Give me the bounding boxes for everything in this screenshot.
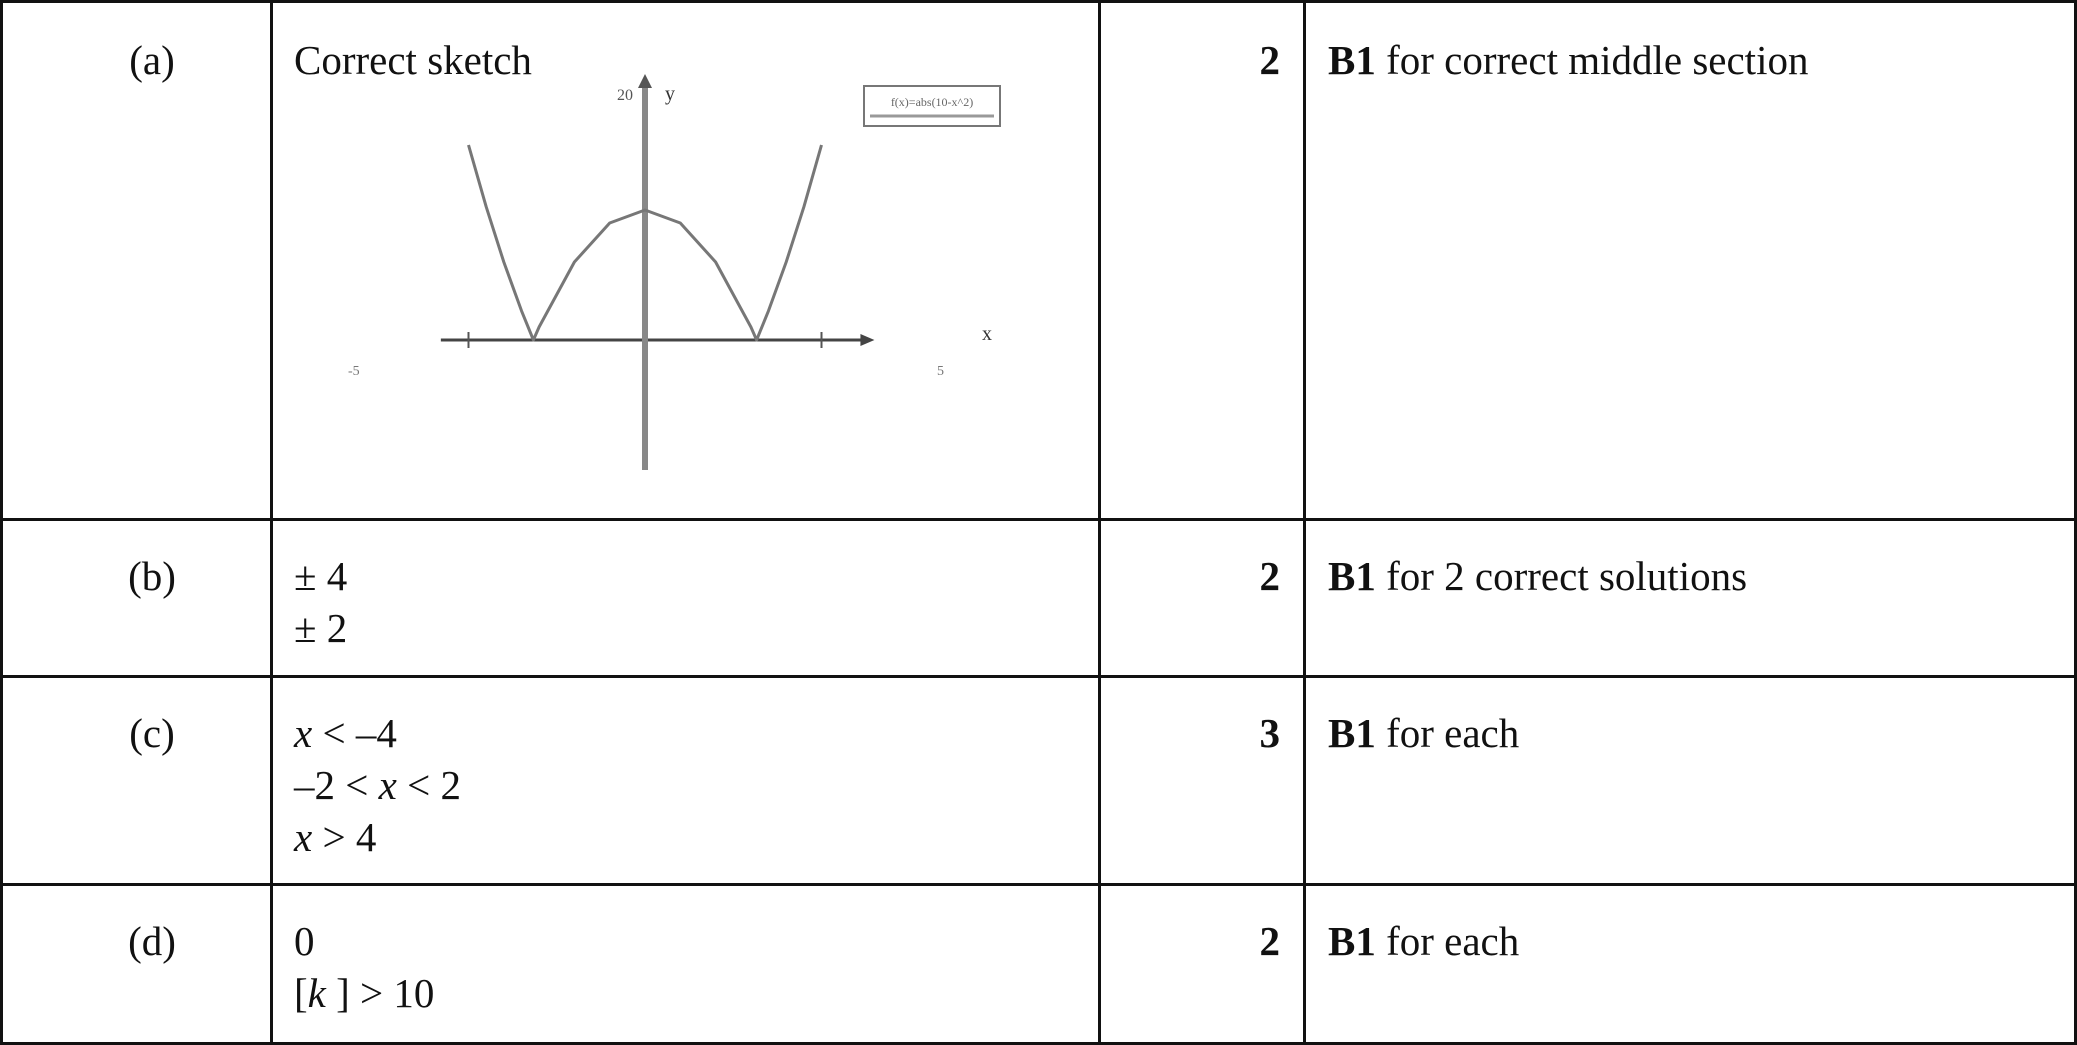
x-axis-arrow xyxy=(860,334,874,346)
legend-box xyxy=(864,86,1000,126)
table-border xyxy=(270,0,273,1045)
answer-part: < –4 xyxy=(312,710,397,756)
table-border xyxy=(0,675,2077,678)
guidance-text: for each xyxy=(1375,710,1520,756)
answer-text: Correct sketch xyxy=(294,37,532,83)
answer-line xyxy=(294,967,434,1019)
answer-line xyxy=(294,915,434,967)
guidance-text: for correct middle section xyxy=(1375,37,1809,83)
legend-label: f(x)=abs(10-x^2) xyxy=(890,95,974,109)
answer-part: –2 < xyxy=(294,762,379,808)
marks-value: 2 xyxy=(1259,918,1280,964)
answer-line xyxy=(294,811,461,863)
marks-value: 3 xyxy=(1259,710,1280,756)
answer-variable: x xyxy=(378,762,397,808)
marks-value: 2 xyxy=(1259,553,1280,599)
guidance-code: B1 xyxy=(1328,918,1376,964)
answer-line: ± 4 xyxy=(294,553,348,599)
part-label: (c) xyxy=(129,710,175,756)
answer-part: 0 xyxy=(294,918,315,964)
answer-lines xyxy=(294,550,347,654)
guidance-code: B1 xyxy=(1328,553,1376,599)
part-label: (d) xyxy=(128,918,176,964)
guidance-text: for 2 correct solutions xyxy=(1375,553,1748,599)
answer-lines xyxy=(294,915,434,1019)
y-axis-arrow xyxy=(638,74,652,88)
guidance xyxy=(1328,915,1519,967)
answer-line: ± 2 xyxy=(294,605,348,651)
answer-variable: x xyxy=(294,814,313,860)
table-border xyxy=(1098,0,1101,1045)
guidance xyxy=(1328,550,1747,602)
table-border xyxy=(0,518,2077,521)
answer-part: [ xyxy=(294,970,308,1016)
answer-variable: k xyxy=(307,970,326,1016)
table-border xyxy=(0,0,3,1045)
guidance-code: B1 xyxy=(1328,37,1376,83)
function-sketch xyxy=(280,70,1040,500)
y-axis-top-tick-label: 20 xyxy=(617,87,633,104)
y-axis-label: y xyxy=(665,83,675,105)
answer-part: < 2 xyxy=(396,762,461,808)
answer-part: ] > 10 xyxy=(325,970,435,1016)
x-axis-left-tick-label: -5 xyxy=(348,364,360,379)
answer-variable: x xyxy=(294,710,313,756)
marks-value: 2 xyxy=(1259,37,1280,83)
part-label: (a) xyxy=(129,37,175,83)
table-border xyxy=(0,0,2077,3)
guidance xyxy=(1328,34,1808,86)
guidance-text: for each xyxy=(1375,918,1520,964)
table-border xyxy=(0,883,2077,886)
answer-line xyxy=(294,759,461,811)
answer-line xyxy=(294,707,461,759)
guidance-code: B1 xyxy=(1328,710,1376,756)
x-axis-label: x xyxy=(982,323,992,345)
guidance xyxy=(1328,707,1519,759)
table-border xyxy=(1303,0,1306,1045)
x-axis-right-tick-label: 5 xyxy=(937,364,944,379)
axis-labels xyxy=(348,83,992,379)
part-label: (b) xyxy=(128,553,176,599)
answer-lines xyxy=(294,707,461,863)
answer-part: > 4 xyxy=(312,814,377,860)
